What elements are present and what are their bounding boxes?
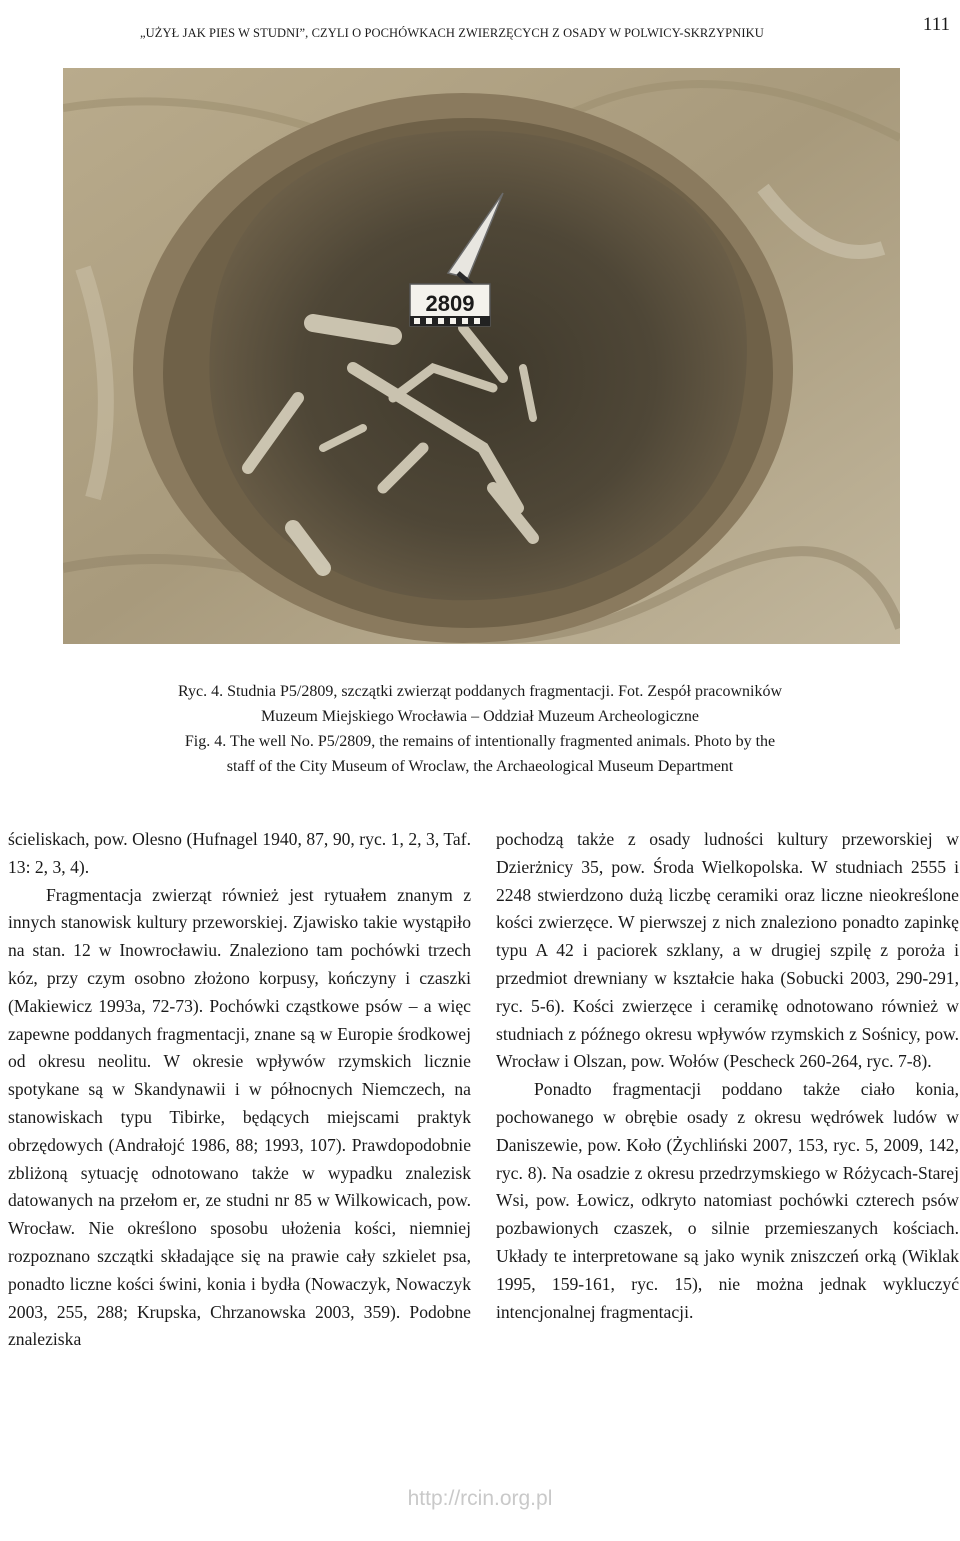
figure-caption — [60, 679, 900, 779]
running-title: „UŻYŁ JAK PIES W STUDNI”, CZYLI O POCHÓWKACH ZWIERZĘCYCH Z OSADY W POLWICY-SKRZYPNIKU — [140, 26, 764, 40]
right-column — [496, 826, 959, 1326]
running-header — [0, 14, 960, 44]
caption-line-2: Muzeum Miejskiego Wrocławia – Oddział Muzeum Archeologiczne — [260, 708, 700, 725]
right-paragraph-1: pochodzą także z osady ludności kultury przeworskiej w Dzierżnicy 35, pow. Środa Wielkopolska. W studniach 2555 i 2248 stwierdzono dużą liczbę ceramiki oraz liczne nieokreślone kości zwierzęce. W pierwszej z nich znaleziono ponadto zapinkę typu A 42 i paciorek szklany, a w drugiej szpilę z poroża i przedmiot drewniany w kształcie haka (Sobucki 2003, 290-291, ryc. 5-6). Kości zwierzęce i ceramikę odnotowano również w studniach z późnego okresu wpływów rzymskich z Sośnicy, pow. Wrocław i Olszan, pow. Wołów (Pescheck 260-264, ryc. 7-8). — [496, 829, 959, 1072]
page-number: 111 — [922, 14, 950, 35]
find-tag-label: 2809 — [425, 291, 475, 316]
excavation-photo — [63, 68, 900, 644]
caption-line-4: staff of the City Museum of Wroclaw, the Archaeological Museum Department — [226, 758, 734, 775]
left-paragraph-2: Fragmentacja zwierząt również jest rytuałem znanym z innych stanowisk kultury przeworskiej. Zjawisko takie wystąpiło na stan. 12 w Inowrocławiu. Znaleziono tam pochówki trzech kóz, przy czym osobno złożono korpusy, kończyny i czaszki (Makiewicz 1993a, 72-73). Pochówki cząstkowe psów – a więc zapewne poddanych fragmentacji, znane są w Europie środkowej od okresu neolitu. W okresie wpływów rzymskich licznie spotykane są w Skandynawii i w północnych Niemczech, na stanowiskach typu Tibirke, będących miejscami praktyk obrzędowych (Andrałojć 1986, 88; 1993, 107). Prawdopodobnie zbliżoną sytuację odnotowano także w wypadku znalezisk datowanych na przełom er, ze studni nr 85 w Wilkowicach, pow. Wrocław. Nie określono sposobu ułożenia kości, niemniej rozpoznano szczątki składające się na prawie cały szkielet psa, ponadto liczne kości świni, konia i bydła (Nowaczyk, Nowaczyk 2003, 255, 288; Krupska, Chrzanowska 2003, 359). Podobne znaleziska — [8, 884, 471, 1350]
caption-line-1: Ryc. 4. Studnia P5/2809, szczątki zwierząt poddanych fragmentacji. Fot. Zespół pracowników — [177, 683, 783, 700]
left-column — [8, 826, 471, 1354]
right-paragraph-2: Ponadto fragmentacji poddano także ciało konia, pochowanego w obrębie osady z okresu wędrówek ludów w Daniszewie, pow. Koło (Żychliński 2007, 153, ryc. 5, 2009, 142, ryc. 8). Na osadzie z okresu przedrzymskiego w Różycach-Starej Wsi, pow. Łowicz, odkryto natomiast pochówki czterech psów pozbawionych czaszek, o silnie przemieszanych kościach. Układy te interpretowane są jako wynik zniszczeń orką (Wiklak 1995, 159-161, ryc. 15), nie można jednak wykluczyć intencjonalnej fragmentacji. — [496, 1079, 959, 1322]
footer-url[interactable]: http://rcin.org.pl — [407, 1487, 553, 1510]
excavation-photo-drawing — [63, 68, 900, 644]
caption-line-3: Fig. 4. The well No. P5/2809, the remains of intentionally fragmented animals. Photo by the — [184, 733, 776, 750]
left-paragraph-1: ścieliskach, pow. Olesno (Hufnagel 1940, 87, 90, ryc. 1, 2, 3, Taf. 13: 2, 3, 4). — [8, 829, 471, 877]
